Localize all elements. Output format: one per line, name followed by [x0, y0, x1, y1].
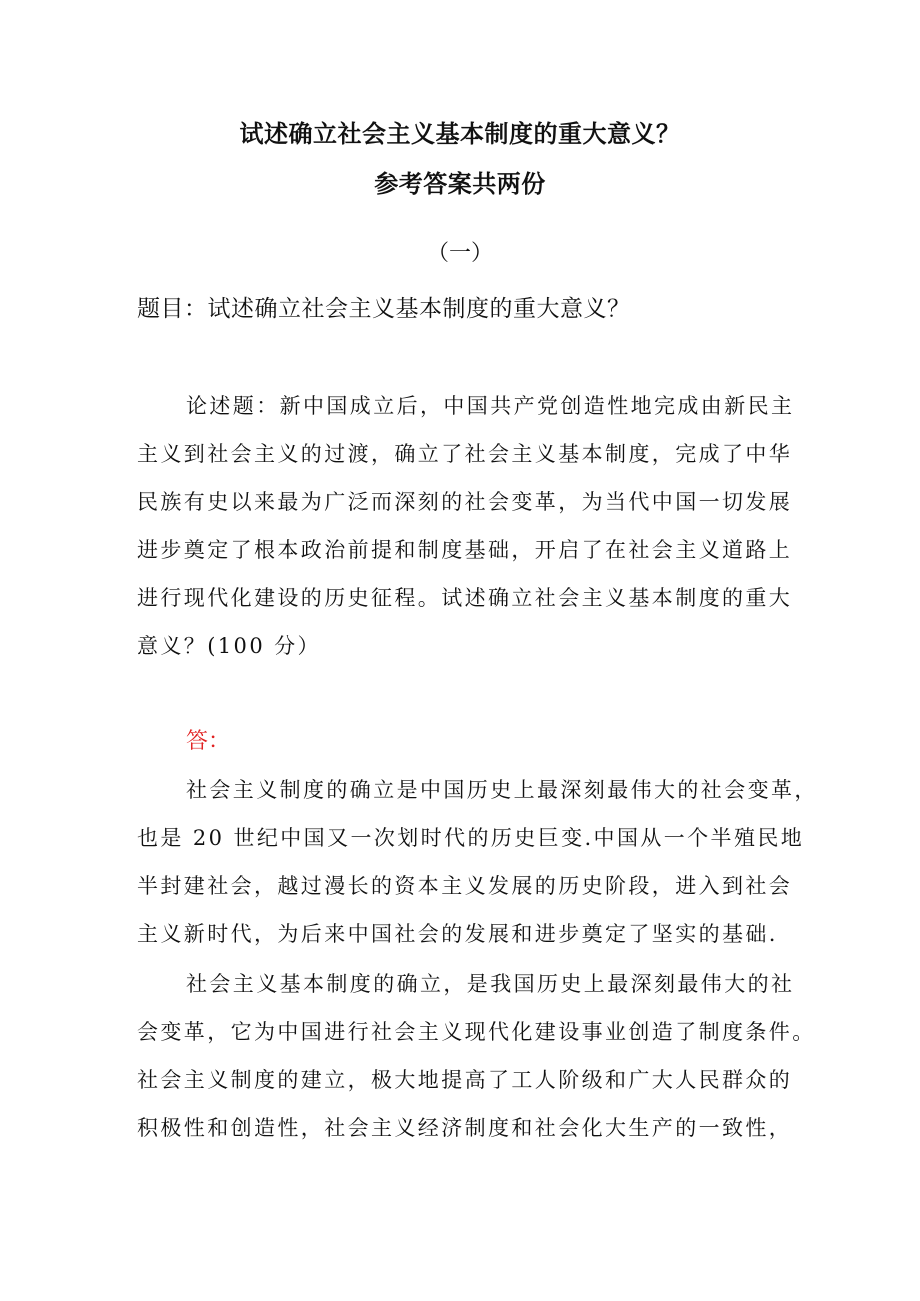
- document-title: 试述确立社会主义基本制度的重大意义？: [239, 120, 681, 148]
- essay-prompt-line: 意义？(100 分）: [137, 634, 321, 658]
- essay-prompt-line: 进步奠定了根本政治前提和制度基础，开启了在社会主义道路上: [137, 538, 793, 562]
- answer-label: 答：: [186, 729, 231, 754]
- answer-line: 主义新时代，为后来中国社会的发展和进步奠定了坚实的基础.: [137, 922, 778, 946]
- essay-prompt-line: 论述题：新中国成立后，中国共产党创造性地完成由新民主: [186, 394, 795, 418]
- answer-line: 会变革，它为中国进行社会主义现代化建设事业创造了制度条件。: [137, 1020, 816, 1044]
- answer-line: 也是 20 世纪中国又一次划时代的历史巨变.中国从一个半殖民地: [137, 826, 805, 850]
- answer-line: 社会主义制度的建立，极大地提高了工人阶级和广大人民群众的: [137, 1068, 793, 1092]
- answer-line: 社会主义基本制度的确立，是我国历史上最深刻最伟大的社: [186, 972, 795, 996]
- essay-prompt-line: 进行现代化建设的历史征程。试述确立社会主义基本制度的重大: [137, 586, 793, 610]
- answer-line: 积极性和创造性，社会主义经济制度和社会化大生产的一致性，: [137, 1116, 793, 1140]
- question-heading: 题目：试述确立社会主义基本制度的重大意义？: [137, 296, 631, 322]
- answer-line: 社会主义制度的确立是中国历史上最深刻最伟大的社会变革，: [186, 778, 818, 802]
- document-subtitle: 参考答案共两份: [374, 170, 546, 198]
- section-number: （一）: [426, 241, 493, 266]
- essay-prompt-line: 主义到社会主义的过渡，确立了社会主义基本制度，完成了中华: [137, 442, 793, 466]
- essay-prompt-line: 民族有史以来最为广泛而深刻的社会变革，为当代中国一切发展: [137, 490, 793, 514]
- answer-line: 半封建社会，越过漫长的资本主义发展的历史阶段，进入到社会: [137, 874, 793, 898]
